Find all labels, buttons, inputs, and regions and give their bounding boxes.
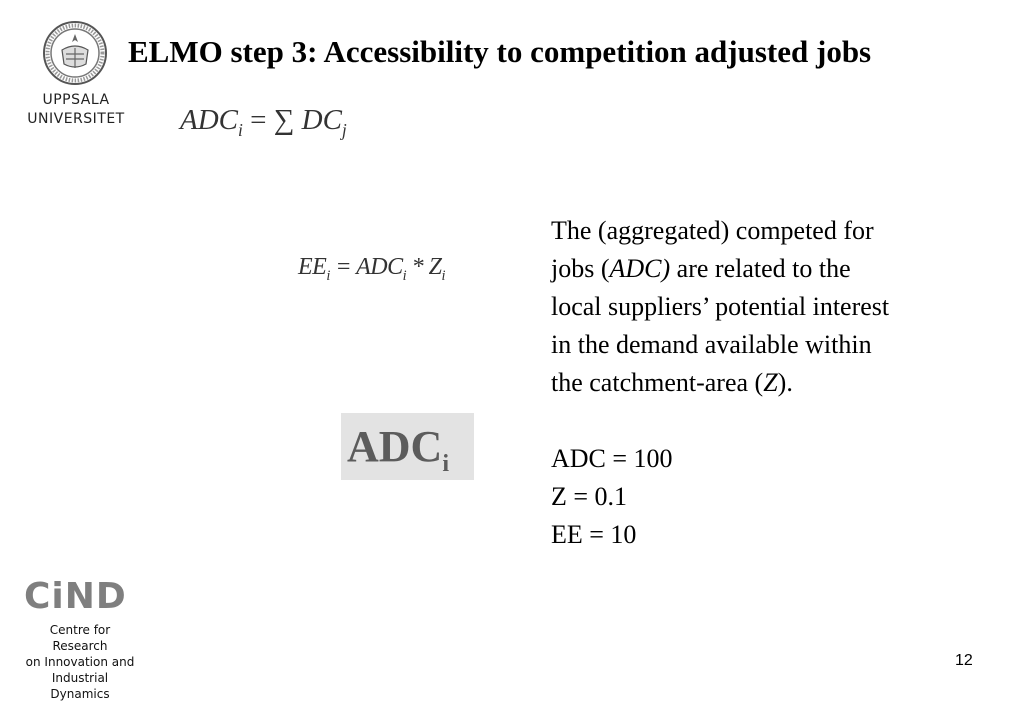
formula-subscript: i [402,267,407,284]
uppsala-name-line2: UNIVERSITET [27,111,125,127]
cind-caption-line: on Innovation and [25,655,135,669]
description-line: local suppliers’ potential interest [551,292,890,321]
formula-term: ADC [180,104,238,136]
cind-caption-line: Industrial Dynamics [50,671,110,701]
cind-caption [24,622,164,702]
formula-term: DC [301,104,342,136]
description-text: the catchment-area ( [551,368,764,397]
ee-formula [298,254,445,285]
adci-text [347,421,449,478]
description-line [551,250,991,288]
cind-caption-line: Centre for Research [49,623,111,653]
page-number: 12 [955,652,973,669]
description-line: in the demand available within [551,330,872,359]
example-values [551,440,673,554]
z-value: Z = 0.1 [551,482,628,511]
formula-operator: = ∑ [242,104,302,136]
formula-term: * Z [406,254,442,280]
description-line [551,364,991,402]
adc-sum-formula [180,104,347,141]
adci-term: ADC [347,422,443,471]
cind-wordmark: CiND [24,576,127,617]
formula-term: EE [298,254,327,280]
formula-subscript: j [341,119,347,140]
description-text: ). [777,368,793,397]
description-paragraph [551,212,991,402]
adci-subscript: i [442,449,450,477]
formula-subscript: i [441,267,445,284]
uppsala-name-line1: UPPSALA [42,92,110,108]
university-seal-icon [42,20,108,86]
formula-subscript: i [238,119,243,140]
adc-value: ADC = 100 [551,444,673,473]
description-emphasis: ADC) [609,254,671,283]
ee-value: EE = 10 [551,520,637,549]
description-emphasis: Z [763,368,778,397]
formula-term: = ADC [329,254,403,280]
formula-subscript: i [326,267,330,284]
description-text: are related to the [670,254,851,283]
description-text: jobs ( [551,254,610,283]
description-line: The (aggregated) competed for [551,216,874,245]
cind-logo [24,578,164,702]
slide-title: ELMO step 3: Accessibility to competition adjusted jobs [128,34,872,69]
adci-formula-image [341,413,474,480]
